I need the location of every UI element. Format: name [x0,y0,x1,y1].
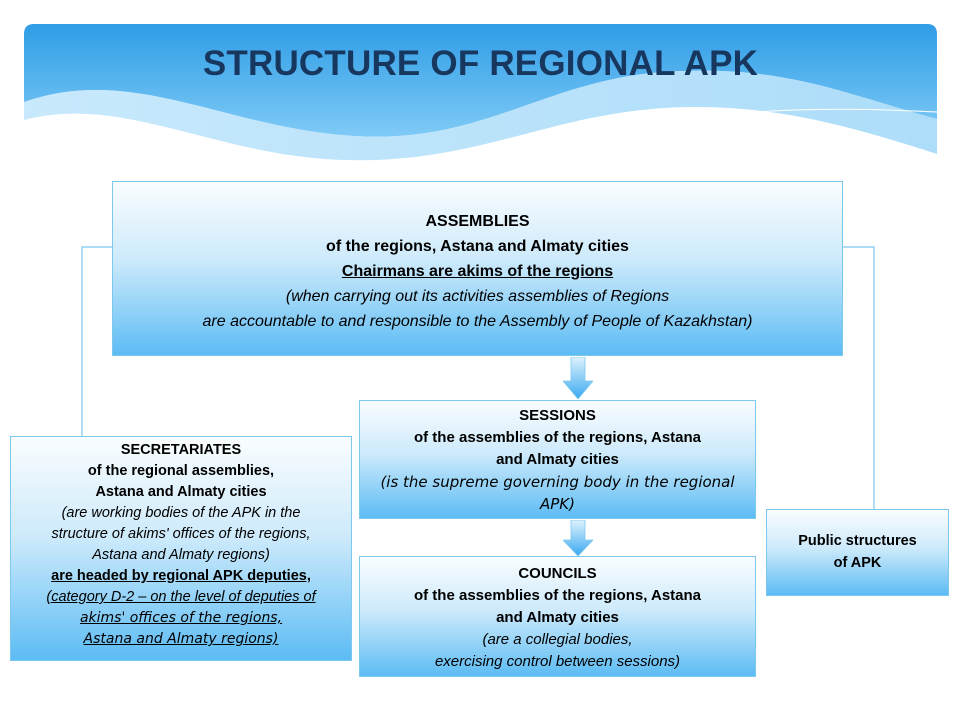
councils-line2: and Almaty cities [496,609,619,626]
secretariates-note-line3: Astana and Almaty regions) [92,547,270,563]
councils-note-line1: (are a collegial bodies, [482,631,633,648]
assemblies-heading: ASSEMBLIES [425,213,530,230]
assemblies-subtitle: of the regions, Astana and Almaty cities [326,238,629,255]
councils-heading: COUNCILS [518,565,597,582]
assemblies-box [112,181,843,356]
arrow-down-icon [563,520,593,556]
councils-box [359,556,756,677]
page-title: STRUCTURE OF REGIONAL APK [202,44,759,83]
sessions-heading: SESSIONS [519,407,596,424]
secretariates-note-line2: structure of akims' offices of the regions, [51,526,311,542]
arrow-down-icon [563,357,593,399]
sessions-box [359,400,756,519]
councils-line1: of the assemblies of the regions, Astana [413,587,701,604]
public-structures-box [766,509,949,596]
secretariates-line1: of the regional assemblies, [87,463,275,479]
assemblies-chairmans: Chairmans are akims of the regions [341,263,614,280]
sessions-note-line2: APK) [540,495,575,513]
secretariates-category-line2: akims' offices of the regions, [79,610,283,626]
secretariates-note-line1: (are working bodies of the APK in the [61,505,301,521]
secretariates-headed: are headed by regional APK deputies, [51,568,311,584]
public-structures-line2: of APK [833,555,882,571]
secretariates-heading: SECRETARIATES [120,442,242,458]
public-structures-line1: Public structures [798,533,917,549]
assemblies-note-line2: are accountable to and responsible to the Assembly of People of Kazakhstan) [202,313,753,330]
sessions-note-line1: (is the supreme governing body in the regional [380,473,735,491]
assemblies-note-line1: (when carrying out its activities assemblies of Regions [285,288,670,305]
connector-to-public-structures [843,247,874,509]
connector-to-secretariates [82,247,112,436]
councils-note-line2: exercising control between sessions) [434,653,681,670]
secretariates-box [10,436,352,661]
sessions-line2: and Almaty cities [496,451,619,468]
secretariates-line2: Astana and Almaty cities [95,484,267,500]
secretariates-category-line3: Astana and Almaty regions) [83,631,279,647]
sessions-line1: of the assemblies of the regions, Astana [413,429,701,446]
secretariates-category-line1: (category D-2 – on the level of deputies of [46,589,316,605]
